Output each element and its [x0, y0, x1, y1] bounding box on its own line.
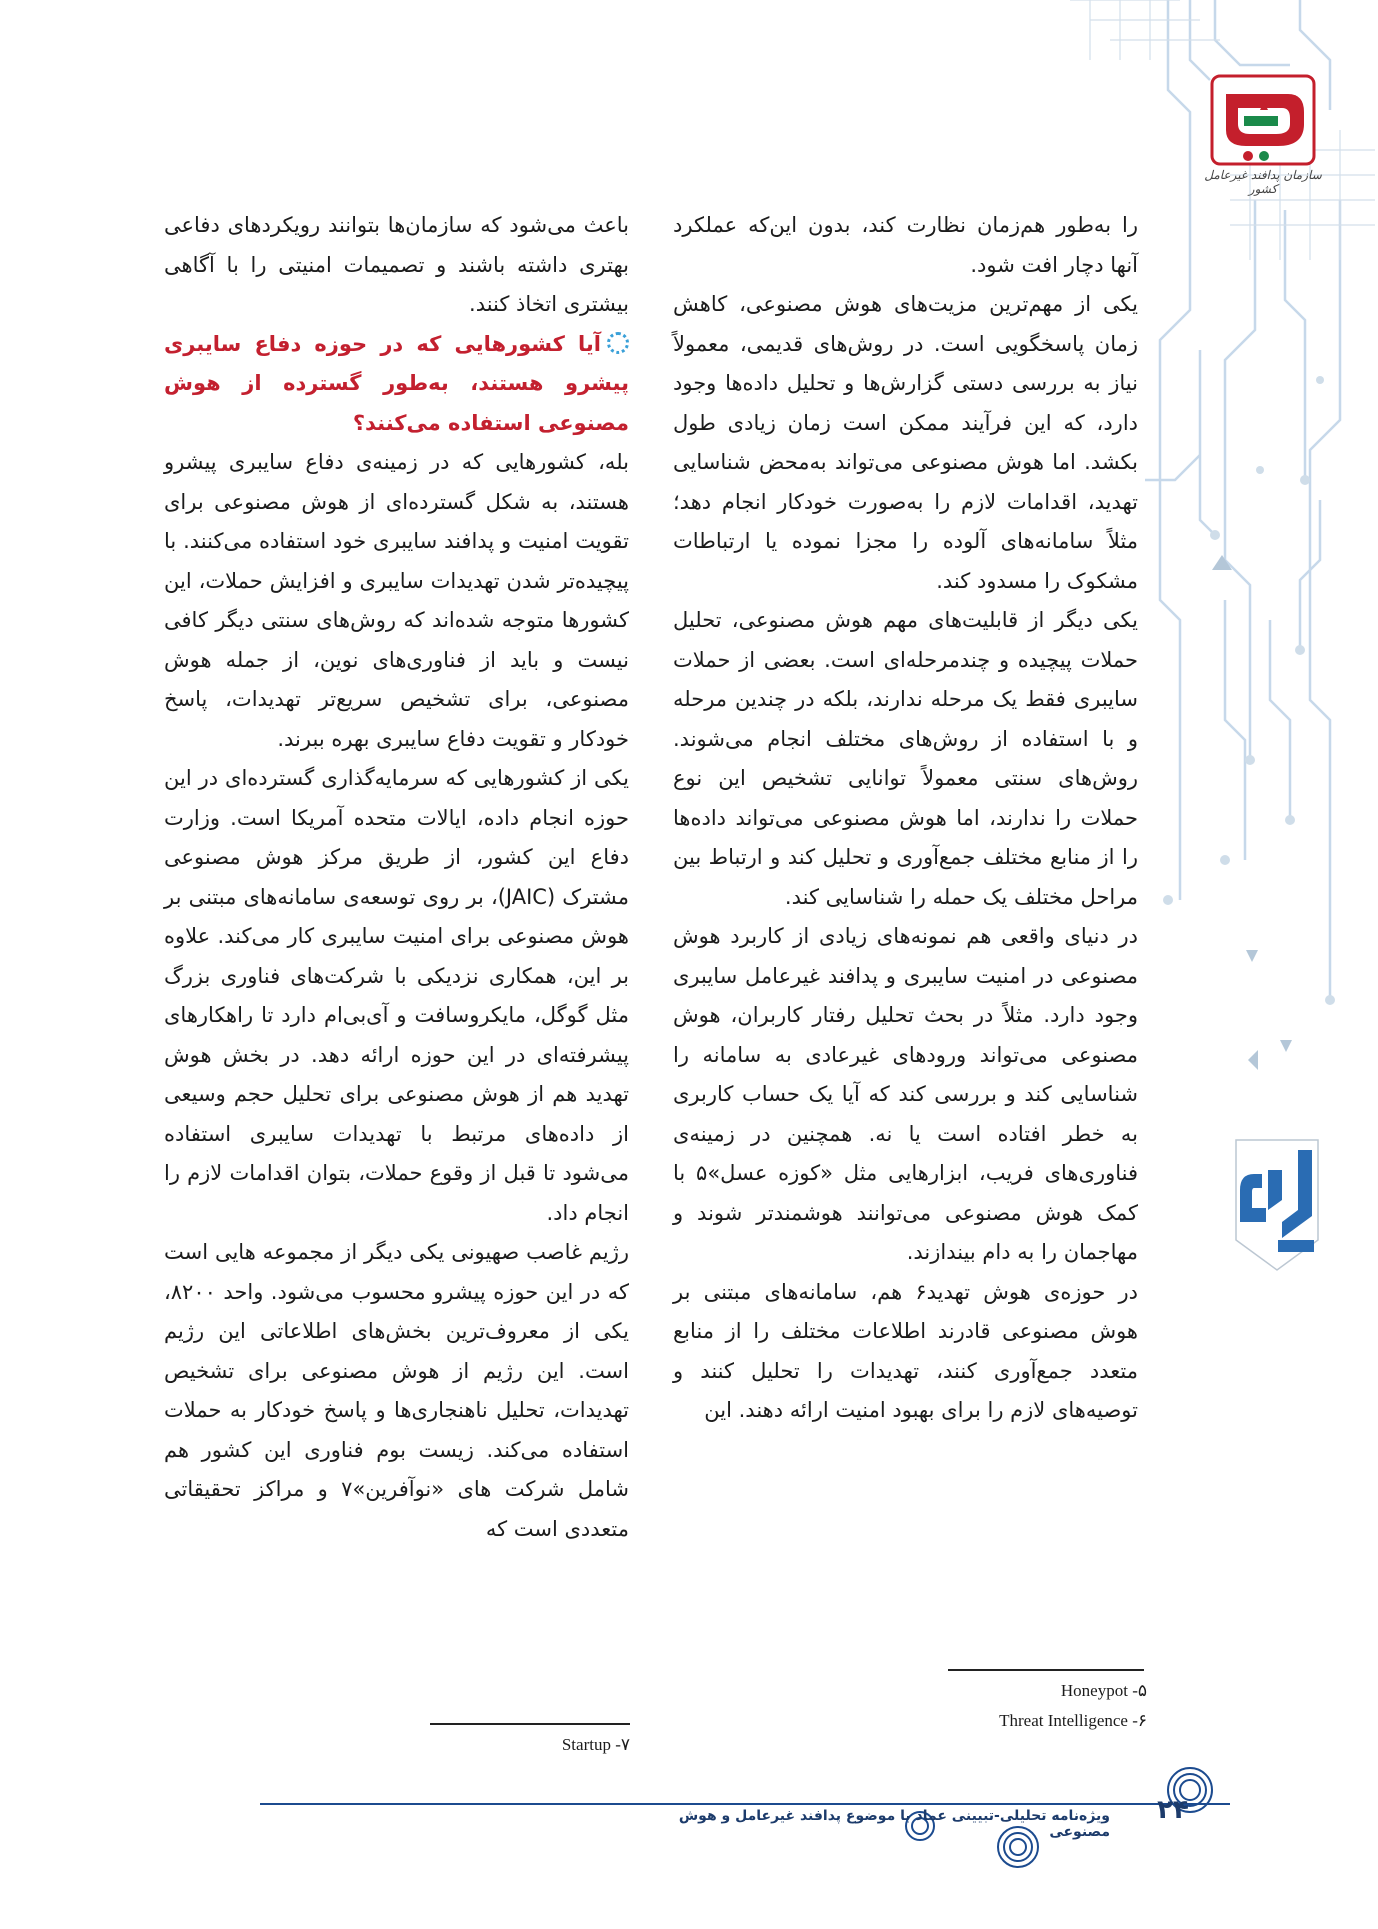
paragraph: در دنیای واقعی هم نمونه‌های زیادی از کاربرد هوش مصنوعی در امنیت سایبری و پدافند غیرعامل سایبری وجود دارد. مثلاً در بحث تحلیل رفتار کاربران، هوش مصنوعی می‌تواند ورودهای غیرعادی به سامانه را شناسایی کند و بررسی کند که آیا یک حساب کاربری به خطر افتاده است یا نه. همچنین در زمینه‌ی فناوری‌های فریب، ابزارهایی مثل «کوزه عسل»۵ با کمک هوش مصنوعی می‌توانند هوشمندتر شوند و مهاجمان را به دام بیندازند.	[673, 924, 1138, 1264]
paragraph: یکی دیگر از قابلیت‌های مهم هوش مصنوعی، تحلیل حملات پیچیده و چندمرحله‌ای است. بعضی از حملات سایبری فقط یک مرحله ندارند، بلکه در چندین مرحله و با استفاده از روش‌های مختلف انجام می‌شوند. روش‌های سنتی معمولاً توانایی تشخیص این نوع حملات را ندارند، اما هوش مصنوعی می‌تواند داده‌ها را از منابع مختلف جمع‌آوری و تحلیل کند و ارتباط بین مراحل مختلف یک حمله را شناسایی کند.	[673, 608, 1138, 909]
emad-logo	[1222, 1130, 1332, 1280]
paragraph: بله، کشورهایی که در زمینه‌ی دفاع سایبری پیشرو هستند، به شکل گسترده‌ای از هوش مصنوعی برای تقویت امنیت و پدافند سایبری خود استفاده می‌کنند. با پیچیده‌تر شدن تهدیدات سایبری و افزایش حملات، این کشورها متوجه شده‌اند که روش‌های سنتی دیگر کافی نیست و باید از فناوری‌های نوین، از جمله هوش مصنوعی، برای تشخیص سریع‌تر تهدیدات، پاسخ خودکار و تقویت دفاع سایبری بهره ببرند.	[164, 450, 629, 751]
question-bullet-icon	[607, 332, 629, 354]
passive-defense-emblem-icon	[1208, 72, 1318, 168]
emad-logo-icon	[1222, 1130, 1332, 1280]
footnotes-right	[900, 1676, 1147, 1736]
organization-name: سازمان پدافند غیرعامل کشور	[1204, 168, 1322, 196]
paragraph: را به‌طور هم‌زمان نظارت کند، بدون این‌که عملکرد آنها دچار افت شود.	[673, 213, 1138, 277]
footnote: Threat Intelligence -۶	[999, 1711, 1147, 1730]
intro-paragraph: باعث می‌شود که سازمان‌ها بتوانند رویکردهای دفاعی بهتری داشته باشند و تصمیمات امنیتی را با آگاهی بیشتری اتخاذ کنند.	[164, 213, 629, 316]
footnote: Startup -۷	[561, 1735, 630, 1754]
paragraph: یکی از مهم‌ترین مزیت‌های هوش مصنوعی، کاهش زمان پاسخگویی است. در روش‌های قدیمی، معمولاً نیاز به بررسی دستی گزارش‌ها و تحلیل داده‌ها وجود دارد، که این فرآیند ممکن است زمان زیادی طول بکشد. اما هوش مصنوعی می‌تواند به‌محض شناسایی تهدید، اقدامات لازم را به‌صورت خودکار انجام دهد؛ مثلاً سامانه‌های آلوده را مجزا نموده یا ارتباطات مشکوک را مسدود کند.	[673, 292, 1138, 593]
page-number: ۲۴	[1157, 1795, 1189, 1825]
organization-logo	[1204, 72, 1322, 196]
paragraph: در حوزه‌ی هوش تهدید۶ هم، سامانه‌های مبتنی بر هوش مصنوعی قادرند اطلاعات مختلف را از منابع متعدد جمع‌آوری کنند، تهدیدات را تحلیل کنند و توصیه‌های لازم را برای بهبود امنیت ارائه دهند. این	[673, 1279, 1138, 1422]
footer-divider	[260, 1803, 1230, 1805]
question-heading	[164, 325, 629, 444]
footnotes-left	[440, 1730, 630, 1760]
question-text: آیا کشورهایی که در حوزه دفاع سایبری پیشرو هستند، به‌طور گسترده از هوش مصنوعی استفاده می‌کنند؟	[164, 331, 629, 435]
paragraph: یکی از کشورهایی که سرمایه‌گذاری گسترده‌ای در این حوزه انجام داده، ایالات متحده آمریکا است. وزارت دفاع این کشور، از طریق مرکز هوش مصنوعی مشترک (JAIC)، بر روی توسعه‌ی سامانه‌های مبتنی بر هوش مصنوعی برای امنیت سایبری کار می‌کند. علاوه بر این، همکاری نزدیکی با شرکت‌های فناوری بزرگ مثل گوگل، مایکروسافت و آی‌بی‌ام دارد تا راهکارهای پیشرفته‌ای در این حوزه ارائه دهد. در بخش هوش تهدید هم از هوش مصنوعی برای تحلیل حجم وسیعی از داده‌های مرتبط با تهدیدات سایبری استفاده می‌شود تا قبل از وقوع حملات، بتوان اقدامات لازم را انجام داد.	[164, 766, 630, 1225]
text-column-right	[673, 206, 1138, 1431]
publication-title: ویژه‌نامه تحلیلی-تبیینی عماد با موضوع پدافند غیرعامل و هوش مصنوعی	[678, 1808, 1110, 1840]
footnote-divider	[430, 1723, 630, 1725]
paragraph: رژیم غاصب صهیونی یکی دیگر از مجموعه هایی است که در این حوزه پیشرو محسوب می‌شود. واحد ۸۲۰۰، یکی از معروف‌ترین بخش‌های اطلاعاتی این رژیم است. این رژیم از هوش مصنوعی برای تشخیص تهدیدات، تحلیل ناهنجاری‌ها و پاسخ خودکار به حملات استفاده می‌کند. زیست بوم فناوری این کشور هم شامل شرکت های «نوآفرین»۷ و مراکز تحقیقاتی متعددی است که	[164, 1240, 629, 1541]
footnote: Honeypot -۵	[1060, 1681, 1147, 1700]
footnote-divider	[948, 1669, 1144, 1671]
text-column-left	[164, 206, 629, 1549]
